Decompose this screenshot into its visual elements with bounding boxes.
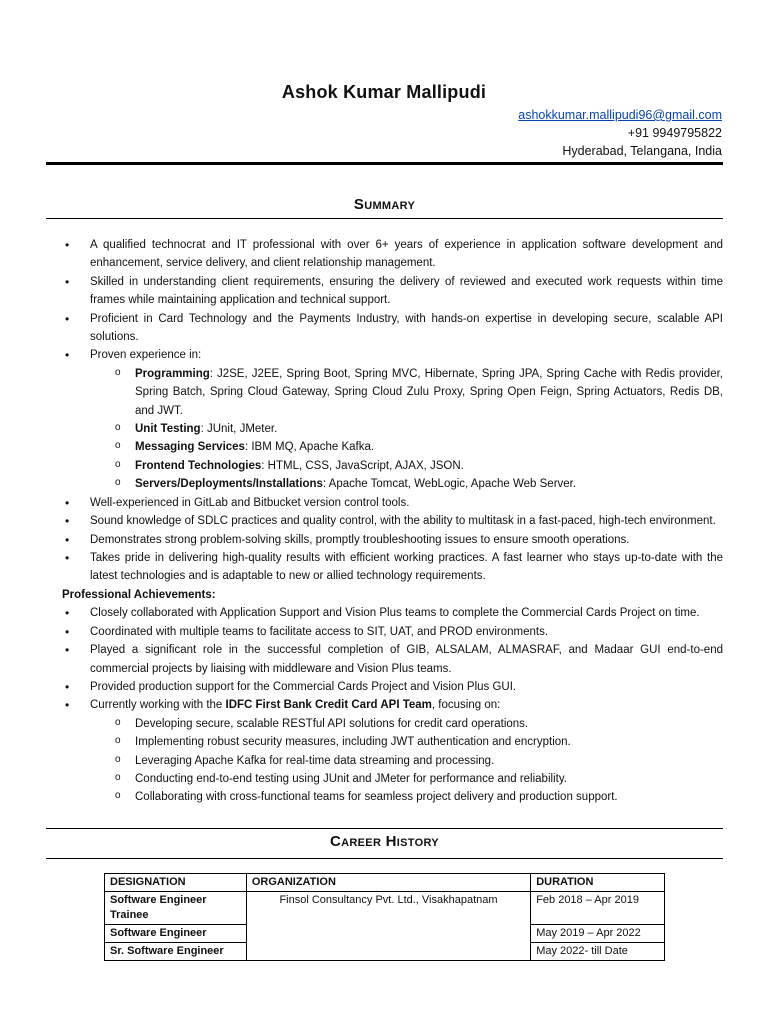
table-row [105, 892, 665, 925]
summary-divider [46, 218, 723, 219]
designation-cell: Software Engineer [105, 925, 247, 943]
column-header: DESIGNATION [105, 874, 247, 892]
skill-item [90, 475, 723, 493]
career-table [104, 873, 665, 961]
designation-cell: Software Engineer Trainee [105, 892, 247, 925]
achievement-item [62, 696, 723, 806]
organization-cell: Finsol Consultancy Pvt. Ltd., Visakhapatnam [246, 892, 530, 961]
achievement-item: • Played a significant role in the successful completion of GIB, ALSALAM, ALMASRAF, and Madaar GUI end-to-end commercial projects by liaising with middleware and Vision Plus teams. [62, 641, 723, 678]
duration-cell: May 2022- till Date [531, 943, 665, 961]
column-header: ORGANIZATION [246, 874, 530, 892]
achievement-text: , focusing on: [431, 699, 501, 712]
skill-label: Programming [135, 367, 210, 380]
focus-item: o Conducting end-to-end testing using JUnit and JMeter for performance and reliability. [90, 770, 723, 788]
skill-item [90, 420, 723, 438]
achievement-team: IDFC First Bank Credit Card API Team [225, 699, 432, 712]
skill-text: : IBM MQ, Apache Kafka. [244, 441, 375, 454]
summary-item: • Takes pride in delivering high-quality results with efficient working practices. A fast learner who stays up-to-date with the latest technologies and is adaptable to new or allied technology requirements. [62, 549, 723, 586]
summary-item: • Skilled in understanding client requirements, ensuring the delivery of reviewed and executed work requests within time frames while maintaining application and technical support. [62, 273, 723, 310]
skill-text: : JUnit, JMeter. [200, 423, 278, 436]
career-top-divider [46, 828, 723, 829]
location: Hyderabad, Telangana, India [562, 144, 722, 158]
focus-item: o Leveraging Apache Kafka for real-time data streaming and processing. [90, 752, 723, 770]
candidate-name: Ashok Kumar Mallipudi [281, 82, 487, 102]
career-title: Career History [330, 833, 439, 850]
skill-item [90, 457, 723, 475]
summary-item: • Proficient in Card Technology and the Payments Industry, with hands-on expertise in developing secure, scalable API solutions. [62, 310, 723, 347]
skill-text: : Apache Tomcat, WebLogic, Apache Web Server. [322, 478, 577, 491]
achievements-heading: Professional Achievements: [62, 589, 216, 601]
achievement-item: • Provided production support for the Commercial Cards Project and Vision Plus GUI. [62, 678, 723, 696]
duration-cell: May 2019 – Apr 2022 [531, 925, 665, 943]
designation-cell: Sr. Software Engineer [105, 943, 247, 961]
skill-item [90, 438, 723, 456]
summary-item [62, 346, 723, 493]
summary-item-text: Proven experience in: [90, 349, 202, 362]
focus-item: o Collaborating with cross-functional teams for seamless project delivery and production support. [90, 788, 723, 806]
table-header-row [105, 874, 665, 892]
achievements-section [62, 586, 723, 807]
achievement-item: • Coordinated with multiple teams to facilitate access to SIT, UAT, and PROD environments. [62, 623, 723, 641]
summary-item: • Demonstrates strong problem-solving skills, promptly troubleshooting issues to ensure smooth operations. [62, 531, 723, 549]
focus-item: o Implementing robust security measures, including JWT authentication and encryption. [90, 733, 723, 751]
column-header: DURATION [531, 874, 665, 892]
summary-section [62, 236, 723, 586]
summary-title: Summary [353, 196, 416, 213]
skill-item [90, 365, 723, 420]
skill-label: Messaging Services [135, 441, 245, 454]
summary-item: • Well-experienced in GitLab and Bitbucket version control tools. [62, 494, 723, 512]
skill-label: Servers/Deployments/Installations [135, 478, 323, 491]
skill-text: : HTML, CSS, JavaScript, AJAX, JSON. [261, 459, 464, 472]
skill-label: Frontend Technologies [135, 459, 262, 472]
achievement-item: • Closely collaborated with Application Support and Vision Plus teams to complete the Commercial Cards Project on time. [62, 604, 723, 622]
career-divider [46, 858, 723, 859]
email-link[interactable]: ashokkumar.mallipudi96@gmail.com [518, 108, 722, 122]
phone-number: +91 9949795822 [627, 126, 722, 140]
achievement-text: Currently working with the [90, 699, 226, 712]
focus-item: o Developing secure, scalable RESTful API solutions for credit card operations. [90, 715, 723, 733]
header-divider [46, 162, 723, 165]
contact-block [518, 106, 722, 160]
skill-label: Unit Testing [135, 423, 201, 436]
duration-cell: Feb 2018 – Apr 2019 [531, 892, 665, 925]
summary-item: • A qualified technocrat and IT professional with over 6+ years of experience in application software development and enhancement, service delivery, and client relationship management. [62, 236, 723, 273]
skill-text: : J2SE, J2EE, Spring Boot, Spring MVC, Hibernate, Spring JPA, Spring Cache with Redis provider, Spring Batch, Spring Cloud Gateway, Spring Cloud Zulu Proxy, Spring Open Feign, Spring Actuators, Redis DB, and JWT. [135, 367, 723, 417]
summary-item: • Sound knowledge of SDLC practices and quality control, with the ability to multitask in a fast-paced, high-tech environment. [62, 512, 723, 530]
